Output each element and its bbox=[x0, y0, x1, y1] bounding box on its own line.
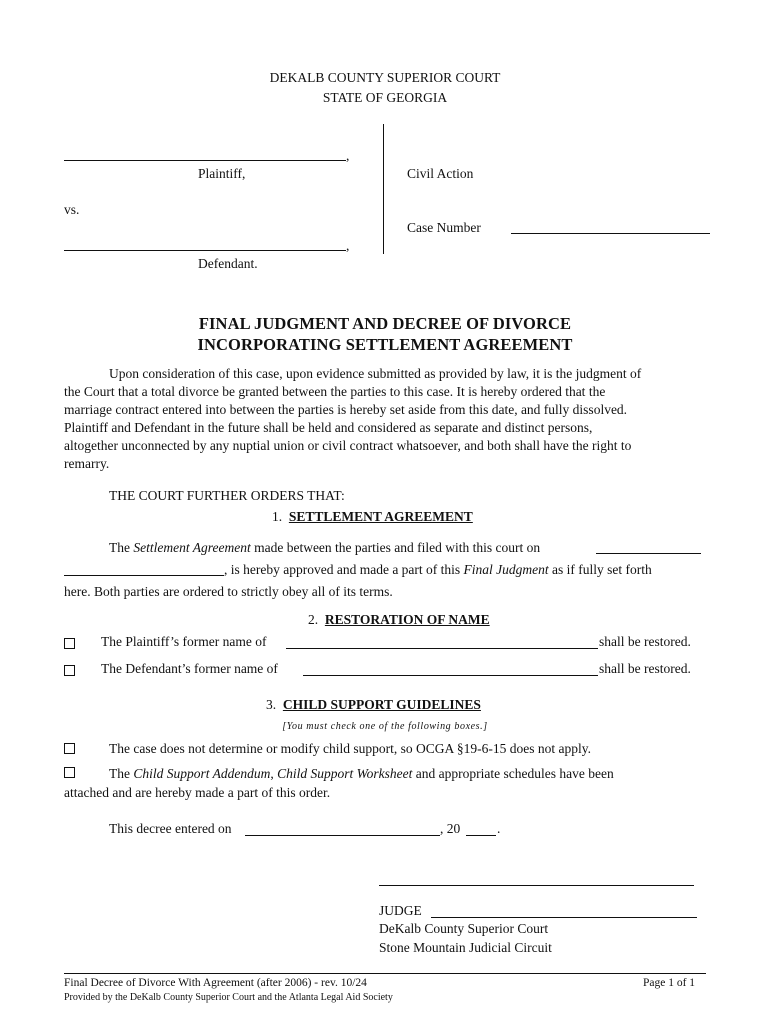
decree-date-field[interactable] bbox=[245, 835, 440, 836]
section2-number: 2. bbox=[308, 612, 319, 627]
case-number-label: Case Number bbox=[407, 220, 481, 235]
defendant-restored-text: shall be restored. bbox=[599, 661, 691, 676]
state-name: STATE OF GEORGIA bbox=[322, 90, 448, 105]
footer-page-number: Page 1 of 1 bbox=[643, 977, 696, 989]
option2-text-d: Child Support Worksheet bbox=[277, 766, 413, 781]
vs-label: vs. bbox=[64, 202, 80, 217]
judge-name-field[interactable] bbox=[431, 917, 697, 918]
section2-title: RESTORATION OF NAME bbox=[324, 612, 490, 627]
defendant-former-name-text: The Defendant’s former name of bbox=[101, 661, 278, 676]
section1-line1 bbox=[109, 540, 540, 556]
plaintiff-label: Plaintiff, bbox=[198, 166, 246, 181]
child-support-addendum-checkbox[interactable] bbox=[64, 767, 75, 778]
intro-line-6: remarry. bbox=[64, 456, 110, 471]
option2-text-c: , bbox=[270, 766, 278, 781]
decree-period: . bbox=[497, 821, 501, 836]
circuit-signature-line: Stone Mountain Judicial Circuit bbox=[379, 940, 552, 955]
intro-line-1: Upon consideration of this case, upon evidence submitted as provided by law, it is the judgment of bbox=[109, 366, 642, 381]
footer-provided-by: Provided by the DeKalb County Superior Court and the Atlanta Legal Aid Society bbox=[64, 992, 393, 1003]
footer-rule bbox=[64, 973, 706, 974]
intro-line-4: Plaintiff and Defendant in the future shall be held and considered as separate and distinct persons, bbox=[64, 420, 593, 435]
section1-text-d: , is hereby approved and made a part of this bbox=[224, 562, 464, 577]
section1-text-b: Settlement Agreement bbox=[133, 540, 251, 555]
section1-line3: here. Both parties are ordered to strictly obey all of its terms. bbox=[64, 584, 393, 599]
child-support-not-apply-checkbox[interactable] bbox=[64, 743, 75, 754]
judge-signature-line[interactable] bbox=[379, 885, 694, 886]
section1-text-c: made between the parties and filed with this court on bbox=[250, 540, 541, 555]
case-number-field[interactable] bbox=[511, 233, 710, 234]
decree-year-field[interactable] bbox=[466, 835, 496, 836]
section3-instruction: [You must check one of the following boxes.] bbox=[282, 721, 488, 732]
plaintiff-name-line[interactable] bbox=[64, 160, 346, 161]
court-signature-line: DeKalb County Superior Court bbox=[379, 921, 549, 936]
plaintiff-restored-text: shall be restored. bbox=[599, 634, 691, 649]
plaintiff-former-name-field[interactable] bbox=[286, 648, 598, 649]
agreement-filed-date-field-1[interactable] bbox=[596, 553, 701, 554]
orders-heading: THE COURT FURTHER ORDERS THAT: bbox=[109, 488, 345, 503]
decree-entered-text: This decree entered on bbox=[109, 821, 232, 836]
section3-title: CHILD SUPPORT GUIDELINES bbox=[282, 697, 481, 712]
intro-line-3: marriage contract entered into between the parties is hereby set aside from this date, and fully dissolved. bbox=[64, 402, 628, 417]
option2-text-b: Child Support Addendum bbox=[133, 766, 271, 781]
section1-number: 1. bbox=[272, 509, 283, 524]
defendant-name-restore-checkbox[interactable] bbox=[64, 665, 75, 676]
child-support-option2-line2: attached and are hereby made a part of this order. bbox=[64, 785, 331, 800]
plaintiff-name-restore-checkbox[interactable] bbox=[64, 638, 75, 649]
defendant-former-name-field[interactable] bbox=[303, 675, 598, 676]
section1-text-a: The bbox=[109, 540, 134, 555]
child-support-option2-line1 bbox=[109, 766, 614, 782]
defendant-comma: , bbox=[346, 238, 350, 253]
section1-heading bbox=[272, 509, 473, 525]
decree-year-prefix: , 20 bbox=[440, 821, 461, 836]
plaintiff-former-name-text: The Plaintiff’s former name of bbox=[101, 634, 267, 649]
caption-divider bbox=[383, 124, 384, 254]
plaintiff-comma: , bbox=[346, 148, 350, 163]
section3-number: 3. bbox=[266, 697, 277, 712]
footer-form-name: Final Decree of Divorce With Agreement (after 2006) - rev. 10/24 bbox=[64, 977, 367, 989]
section2-heading bbox=[308, 612, 490, 628]
defendant-label: Defendant. bbox=[198, 256, 258, 271]
civil-action-label: Civil Action bbox=[407, 166, 474, 181]
court-name: DEKALB COUNTY SUPERIOR COURT bbox=[269, 70, 501, 85]
section1-text-e: Final Judgment bbox=[463, 562, 549, 577]
document-title-line1: FINAL JUDGMENT AND DECREE OF DIVORCE bbox=[198, 314, 572, 333]
section1-title: SETTLEMENT AGREEMENT bbox=[288, 509, 473, 524]
option2-text-a: The bbox=[109, 766, 134, 781]
intro-line-2: the Court that a total divorce be granted between the parties to this case. It is hereby ordered that the bbox=[64, 384, 606, 399]
judge-label: JUDGE bbox=[379, 903, 422, 918]
section3-heading bbox=[266, 697, 481, 713]
section1-line2 bbox=[224, 562, 652, 578]
child-support-option1-text: The case does not determine or modify child support, so OCGA §19-6-15 does not apply. bbox=[109, 741, 592, 756]
agreement-filed-date-field-2[interactable] bbox=[64, 575, 224, 576]
option2-text-e: and appropriate schedules have been bbox=[412, 766, 614, 781]
intro-line-5: altogether unconnected by any nuptial union or civil contract whatsoever, and both shall have the right to bbox=[64, 438, 632, 453]
section1-text-f: as if fully set forth bbox=[548, 562, 652, 577]
defendant-name-line[interactable] bbox=[64, 250, 346, 251]
document-title-line2: INCORPORATING SETTLEMENT AGREEMENT bbox=[197, 335, 573, 354]
